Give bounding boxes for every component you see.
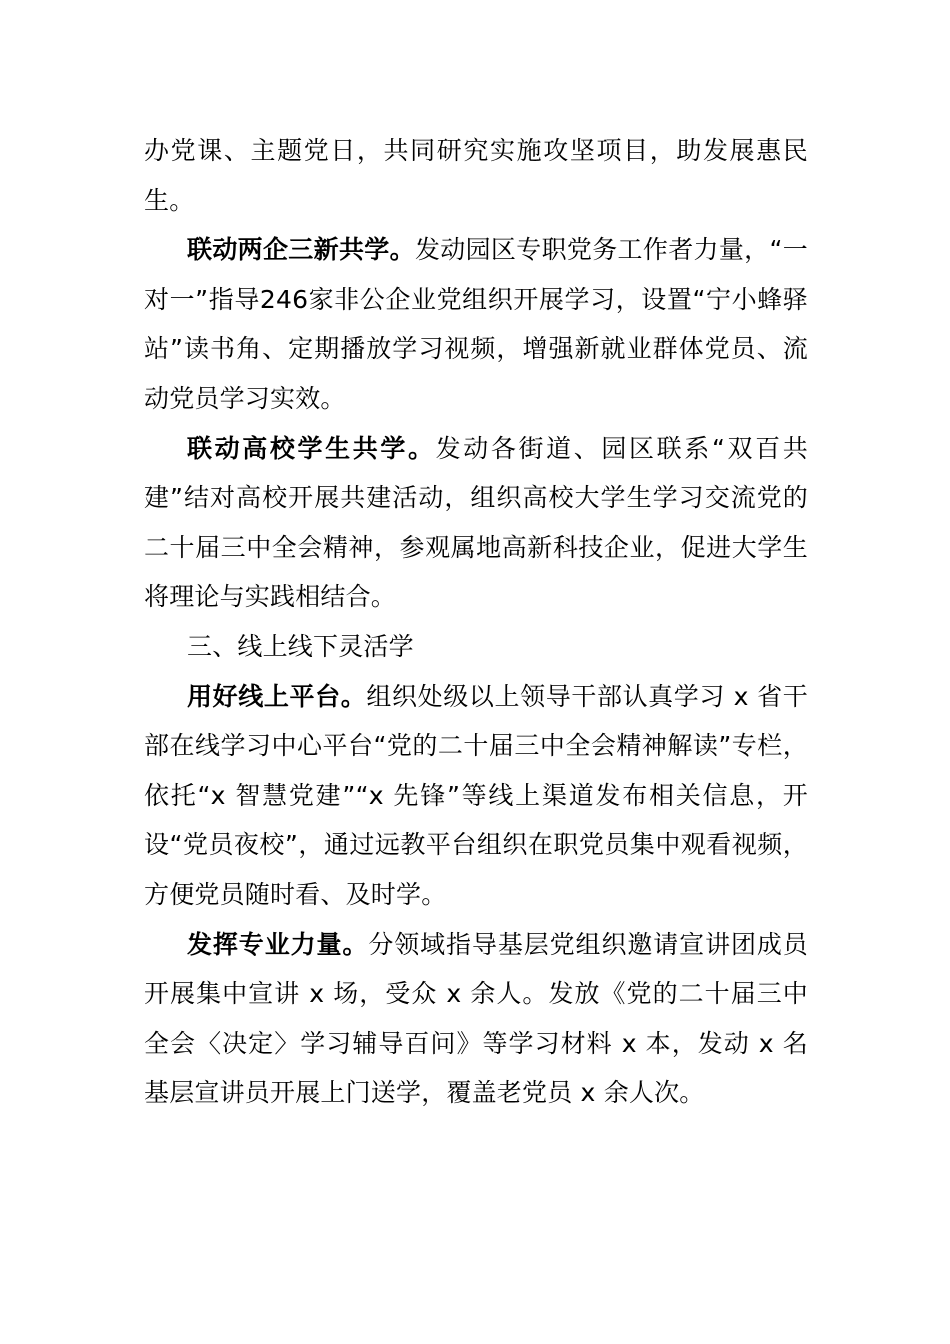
paragraph-heading: 发挥专业力量。 (187, 929, 369, 959)
document-body (144, 126, 808, 1118)
paragraph-heading: 联动两企三新共学。 (187, 235, 415, 265)
paragraph-university-learning (144, 424, 808, 622)
section-heading (144, 622, 808, 672)
paragraph-continuation (144, 126, 808, 225)
paragraph-online-platform (144, 672, 808, 920)
paragraph-professional-force (144, 920, 808, 1118)
paragraph-text: 发动园区专职党务工作者力量，“一对一”指导246家非公企业党组织开展学习，设置“宁小蜂驿站”读书角、定期播放学习视频，增强新就业群体党员、流动党员学习实效。 (144, 235, 808, 413)
paragraph-text: 组织处级以上领导干部认真学习 x 省干部在线学习中心平台“党的二十届三中全会精神解读”专栏，依托“x 智慧党建”“x 先锋”等线上渠道发布相关信息，开设“党员夜校”，通过远教平台组织在职党员集中观看视频，方便党员随时看、及时学。 (144, 681, 808, 909)
section-heading-text: 三、线上线下灵活学 (187, 631, 414, 661)
paragraph-heading: 联动高校学生共学。 (187, 433, 436, 463)
paragraph-text: 分领域指导基层党组织邀请宣讲团成员开展集中宣讲 x 场，受众 x 余人。发放《党的二十届三中全会〈决定〉学习辅导百问》等学习材料 x 本，发动 x 名基层宣讲员开展上门送学，覆盖老党员 x 余人次。 (144, 929, 808, 1108)
paragraph-text: 发动各街道、园区联系“双百共建”结对高校开展共建活动，组织高校大学生学习交流党的二十届三中全会精神，参观属地高新科技企业，促进大学生将理论与实践相结合。 (144, 433, 808, 612)
paragraph-enterprise-learning (144, 225, 808, 423)
paragraph-heading: 用好线上平台。 (187, 681, 367, 711)
paragraph-text: 办党课、主题党日，共同研究实施攻坚项目，助发展惠民生。 (144, 136, 808, 215)
